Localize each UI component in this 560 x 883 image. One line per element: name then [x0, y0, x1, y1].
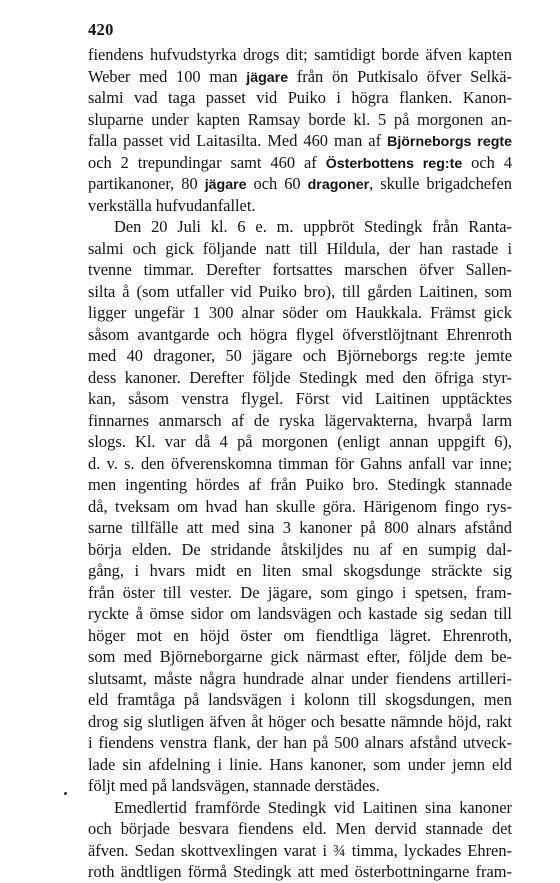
- text-line: och började besvara fiendens eld. Men dervid stannade det: [88, 819, 512, 838]
- text-line: från öster till vester. De jägare, som gingo i spetsen, fram-: [88, 582, 512, 602]
- margin-mark: [64, 792, 67, 795]
- text-line: dess kanoner. Derefter följde Stedingk med den öfriga styr-: [88, 367, 512, 387]
- emphasis-text: Björneborgs regte: [387, 134, 512, 150]
- line-segment: och 60: [246, 174, 308, 193]
- text-line: i fiendens venstra flank, der han på 500 alnars afstånd utveck-: [88, 733, 512, 752]
- text-line: då, tveksam om hvad han skulle göra. Härigenom fingo rys-: [88, 496, 512, 516]
- line-segment: från ön Putkisalo öfver Selkä-: [288, 66, 512, 86]
- text-line: sluparne under kapten Ramsay borde kl. 5 på morgonen an-: [88, 109, 512, 129]
- text-line: slogs. Kl. var då 4 på morgonen (enligt annan uppgift 6),: [88, 432, 512, 451]
- text-line: [88, 152, 512, 174]
- text-line: [88, 66, 512, 88]
- text-line: såsom avantgarde och högra flygel öfverstlöjtnant Ehrenroth: [88, 324, 512, 344]
- emphasis-text: dragoner: [307, 177, 370, 193]
- line-segment: partikanoner, 80: [88, 174, 205, 193]
- text-line: men ingenting hördes af från Puiko bro. Stedingk stannade: [88, 475, 512, 494]
- text-line: d. v. s. den öfverenskomna timman för Gahns anfall var inne;: [88, 453, 512, 473]
- text-line: med 40 dragoner, 50 jägare och Björneborgs reg:te jemte: [88, 346, 512, 365]
- text-line: ryckte å ömse sidor om landsvägen och kastade sig sedan till: [88, 604, 512, 623]
- page-number: 420: [88, 20, 114, 39]
- text-line: finnarnes anmarsch af de ryska lägervakterna, hvarpå larm: [88, 410, 512, 430]
- text-line: tvenne timmar. Derefter fortsattes marschen öfver Sallen-: [88, 260, 512, 279]
- text-line: som med Björneborgarne gick närmast efter, följde dem be-: [88, 647, 512, 666]
- line-segment: falla passet vid Laitasilta. Med 460 man af: [88, 131, 388, 150]
- text-line: drog sig slutligen äfven åt höger och besatte nämnde höjd, rakt: [88, 711, 512, 731]
- text-line: ligger ungefär 1 300 alnar söder om Haukkala. Främst gick: [88, 303, 512, 322]
- text-line: börja elden. De stridande åtskiljdes nu af en sumpig dal-: [88, 539, 512, 559]
- text-line: [88, 173, 512, 195]
- text-line: roth ändtligen förmå Stedingk att med österbottningarne fram-: [88, 862, 512, 881]
- text-line: silta å (som utfaller vid Puiko bro), till gården Laitinen, som: [88, 281, 512, 301]
- text-line: sarne tillfälle att med sina 3 kanoner på 800 alnars afstånd: [88, 518, 512, 537]
- text-line: [88, 130, 512, 152]
- emphasis-text: jägare: [204, 177, 247, 193]
- text-line: slutsamt, måste några hundrade alnar under fiendens artilleri-: [88, 668, 512, 688]
- line-segment: , skulle brigadchefen: [369, 174, 512, 193]
- text-line: eld framtåga på landsvägen i kolonn till skogsdungen, men: [88, 690, 512, 709]
- line-segment: Weber med 100 man: [88, 66, 247, 86]
- text-line: fiendens hufvudstyrka drogs dit; samtidigt borde äfven kapten: [88, 45, 512, 64]
- text-line: Emedlertid framförde Stedingk vid Laitinen sina kanoner: [114, 797, 512, 817]
- text-line: Den 20 Juli kl. 6 e. m. uppbröt Stedingk från Ranta-: [114, 217, 512, 236]
- text-line: salmi vad taga passet vid Puiko i högra flanken. Kanon-: [88, 88, 512, 107]
- emphasis-text: jägare: [246, 69, 289, 86]
- text-line: kan, såsom venstra flygel. Först vid Laitinen upptäcktes: [88, 389, 512, 408]
- text-line: salmi och gick följande natt till Hildula, der han rastade i: [88, 238, 512, 258]
- line-segment: och 4: [462, 152, 513, 172]
- text-line: lade sin afdelning i linie. Hans kanoner, som under jemn eld: [88, 754, 512, 774]
- body-text: [88, 44, 512, 883]
- text-line: gång, i hvars midt en liten smal skogsdunge sträckte sig: [88, 561, 512, 580]
- text-line: följt med på landsvägen, stannade derstädes.: [88, 776, 380, 795]
- emphasis-text: Österbottens reg:te: [325, 155, 463, 172]
- text-line: höger mot en höjd öster om fiendtliga lägret. Ehrenroth,: [88, 625, 512, 645]
- text-line: äfven. Sedan skottvexlingen varat i ¾ timma, lyckades Ehren-: [88, 840, 512, 860]
- line-segment: och 2 trepundingar samt 460 af: [88, 152, 326, 172]
- text-line: verkställa hufvudanfallet.: [88, 195, 256, 215]
